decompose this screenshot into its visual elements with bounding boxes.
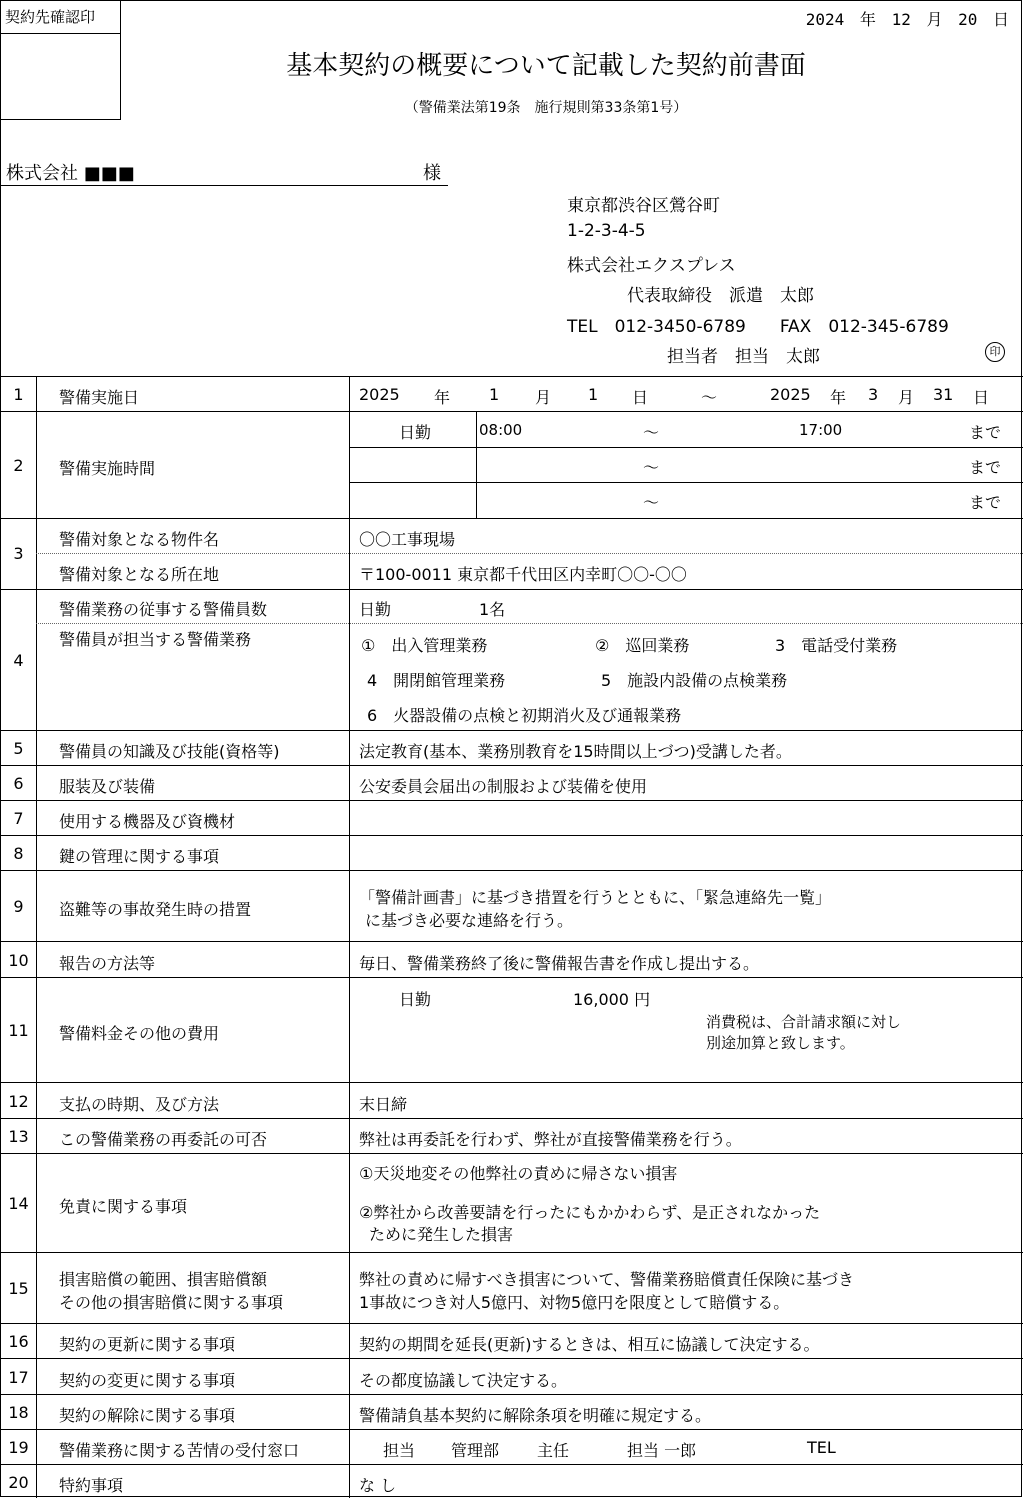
row-value: 毎日、警備業務終了後に警備報告書を作成し提出する。 [359,954,760,973]
stamp-label: 契約先確認印 [5,8,96,26]
row-value: ②弊社から改善要請を行ったにもかかわらず、是正されなかった [359,1203,821,1222]
row-value: 弊社は再委託を行わず、弊社が直接警備業務を行う。 [359,1130,742,1149]
hours-until: まで [969,493,1002,512]
row-number: 8 [13,844,24,863]
row-divider [1,1252,1023,1253]
document-date: 2024 年 12 月 20 日 [805,10,1009,29]
row-number: 14 [8,1194,29,1213]
sender-company: 株式会社エクスプレス [567,256,736,276]
sender-person: 担当者 担当 太郎 [667,347,820,367]
document-subtitle: （警備業法第19条 施行規則第33条第1号） [404,100,688,116]
row-label: 警備業務に関する苦情の受付窓口 [59,1441,300,1460]
fee-tax-note: 別途加算と致します。 [706,1034,855,1052]
row-divider [1,800,1023,801]
client-honorific: 様 [423,163,441,184]
site-address: 〒100-0011 東京都千代田区内幸町〇〇-〇〇 [359,565,687,584]
hours-until: まで [969,458,1002,477]
row-divider [1,1464,1023,1465]
hours-tilde: ～ [643,493,660,512]
row-value: な し [359,1476,397,1495]
row-divider [1,1358,1023,1359]
complaint-person: 担当 一郎 [627,1441,697,1460]
sender-address-2: 1-2-3-4-5 [567,221,646,241]
hours-end: 17:00 [799,421,843,439]
fee-tax-note: 消費税は、合計請求額に対し [706,1013,902,1031]
hours-subrow-divider [349,482,1023,483]
period-start-year: 2025 [359,385,400,404]
row-number: 17 [8,1368,29,1387]
sender-representative: 代表取締役 派遣 太郎 [627,286,814,306]
label-column-divider [349,376,350,1498]
client-underline [1,185,448,186]
complaint-role: 担当 [383,1441,416,1460]
row-divider [1,1153,1023,1154]
row-value: 公安委員会届出の制服および装備を使用 [359,777,648,796]
row-value: 契約の期間を延長(更新)するときは、相互に協議して決定する。 [359,1335,820,1354]
row-value: に基づき必要な連絡を行う。 [365,911,574,930]
row-label: 警備料金その他の費用 [59,1024,220,1043]
period-end-year-unit: 年 [830,388,847,407]
period-end-day: 31 [933,385,954,404]
row-divider [1,765,1023,766]
row-label: 特約事項 [59,1476,124,1495]
row-label: 警備業務の従事する警備員数 [59,600,268,619]
row-label: 支払の時期、及び方法 [59,1095,220,1114]
client-name: 株式会社 ■■■ [6,163,135,184]
row3-dotted-divider [36,553,1023,554]
complaint-tel: TEL [807,1438,836,1457]
hours-start: 08:00 [479,421,523,439]
period-end-day-unit: 日 [973,388,990,407]
row-number: 7 [13,809,24,828]
row-label: 免責に関する事項 [59,1197,188,1216]
row-value: ①天災地変その他弊社の責めに帰さない損害 [359,1164,678,1183]
row-label: 警備員の知識及び技能(資格等) [59,742,280,761]
row-number: 5 [13,739,24,758]
hours-subrow-divider [349,447,1023,448]
row-number: 15 [8,1279,29,1298]
seal-mark: 印 [985,342,1005,362]
row-label: 警備対象となる物件名 [59,530,220,549]
hours-shift: 日勤 [399,423,432,442]
hours-shift-divider [476,411,477,518]
hours-until: まで [969,423,1002,442]
row-divider [1,518,1023,519]
table-top-border [1,376,1023,377]
staff-shift: 日勤 [359,600,392,619]
row-number: 16 [8,1332,29,1351]
row-label: 使用する機器及び資機材 [59,812,236,831]
period-end-month: 3 [868,385,879,404]
row-number: 20 [8,1473,29,1492]
row-label: この警備業務の再委託の可否 [59,1130,268,1149]
row-label: 服装及び装備 [59,777,156,796]
document-title: 基本契約の概要について記載した契約前書面 [286,51,806,81]
fee-amount: 16,000 円 [573,990,651,1009]
stamp-divider [1,33,121,34]
site-name: 〇〇工事現場 [359,530,456,549]
row-label: 報告の方法等 [59,954,156,973]
period-start-day-unit: 日 [632,388,649,407]
row-value: 末日締 [359,1095,408,1114]
row-value: ために発生した損害 [369,1225,514,1244]
row-number: 6 [13,774,24,793]
row-label: 鍵の管理に関する事項 [59,847,220,866]
complaint-title: 主任 [537,1441,570,1460]
row-label: 警備対象となる所在地 [59,565,220,584]
row-label: 警備実施日 [59,388,140,407]
row-value: 1事故につき対人5億円、対物5億円を限度として賠償する。 [359,1293,790,1312]
row-value: 「警備計画書」に基づき措置を行うとともに、「緊急連絡先一覧」 [359,888,832,907]
period-end-year: 2025 [770,385,811,404]
duty-item: 4 開閉館管理業務 [367,671,506,690]
period-start-month-unit: 月 [535,388,552,407]
hours-tilde: ～ [643,423,660,442]
number-column-divider [36,376,37,1498]
row-divider [1,1429,1023,1430]
period-start-day: 1 [588,385,599,404]
duty-item: ① 出入管理業務 [361,636,488,655]
sender-tel-fax: TEL 012-3450-6789 FAX 012-345-6789 [567,317,949,337]
row-number: 12 [8,1092,29,1111]
row-value: 弊社の責めに帰すべき損害について、警備業務賠償責任保険に基づき [359,1270,855,1289]
row-number: 18 [8,1403,29,1422]
row-value: その都度協議して決定する。 [359,1371,568,1390]
hours-tilde: ～ [643,458,660,477]
period-end-month-unit: 月 [898,388,915,407]
row4-dotted-divider [36,623,1023,624]
row-divider [1,941,1023,942]
row-number: 4 [13,651,24,670]
row-label: 警備員が担当する警備業務 [59,630,252,649]
row-divider [1,411,1023,412]
row-value: 警備請負基本契約に解除条項を明確に規定する。 [359,1406,712,1425]
complaint-dept: 管理部 [451,1441,500,1460]
row-label: 警備実施時間 [59,459,156,478]
row-label: その他の損害賠償に関する事項 [59,1293,284,1312]
row-divider [1,1394,1023,1395]
row-number: 2 [13,456,24,475]
period-tilde: ～ [701,388,718,407]
row-divider [1,1082,1023,1083]
row-label: 契約の変更に関する事項 [59,1371,236,1390]
row-label: 盗難等の事故発生時の措置 [59,900,252,919]
row-number: 1 [13,385,24,404]
row-label: 損害賠償の範囲、損害賠償額 [59,1270,268,1289]
row-value: 法定教育(基本、業務別教育を15時間以上づつ)受講した者。 [359,742,792,761]
period-start-year-unit: 年 [434,388,451,407]
row-number: 10 [8,951,29,970]
row-divider [1,977,1023,978]
staff-count: 1名 [479,600,506,619]
row-number: 3 [13,544,24,563]
period-start-month: 1 [489,385,500,404]
row-divider [1,589,1023,590]
row-divider [1,835,1023,836]
row-divider [1,870,1023,871]
duty-item: ② 巡回業務 [595,636,690,655]
row-label: 契約の更新に関する事項 [59,1335,236,1354]
row-divider [1,1323,1023,1324]
row-number: 19 [8,1438,29,1457]
duty-item: 6 火器設備の点検と初期消火及び通報業務 [367,706,682,725]
duty-item: 3 電話受付業務 [775,636,898,655]
row-number: 9 [13,897,24,916]
duty-item: 5 施設内設備の点検業務 [601,671,788,690]
fee-shift: 日勤 [399,990,432,1009]
row-divider [1,730,1023,731]
row-number: 13 [8,1127,29,1146]
row-label: 契約の解除に関する事項 [59,1406,236,1425]
row-divider [1,1118,1023,1119]
row-number: 11 [8,1021,29,1040]
sender-address-1: 東京都渋谷区鶯谷町 [567,196,720,216]
